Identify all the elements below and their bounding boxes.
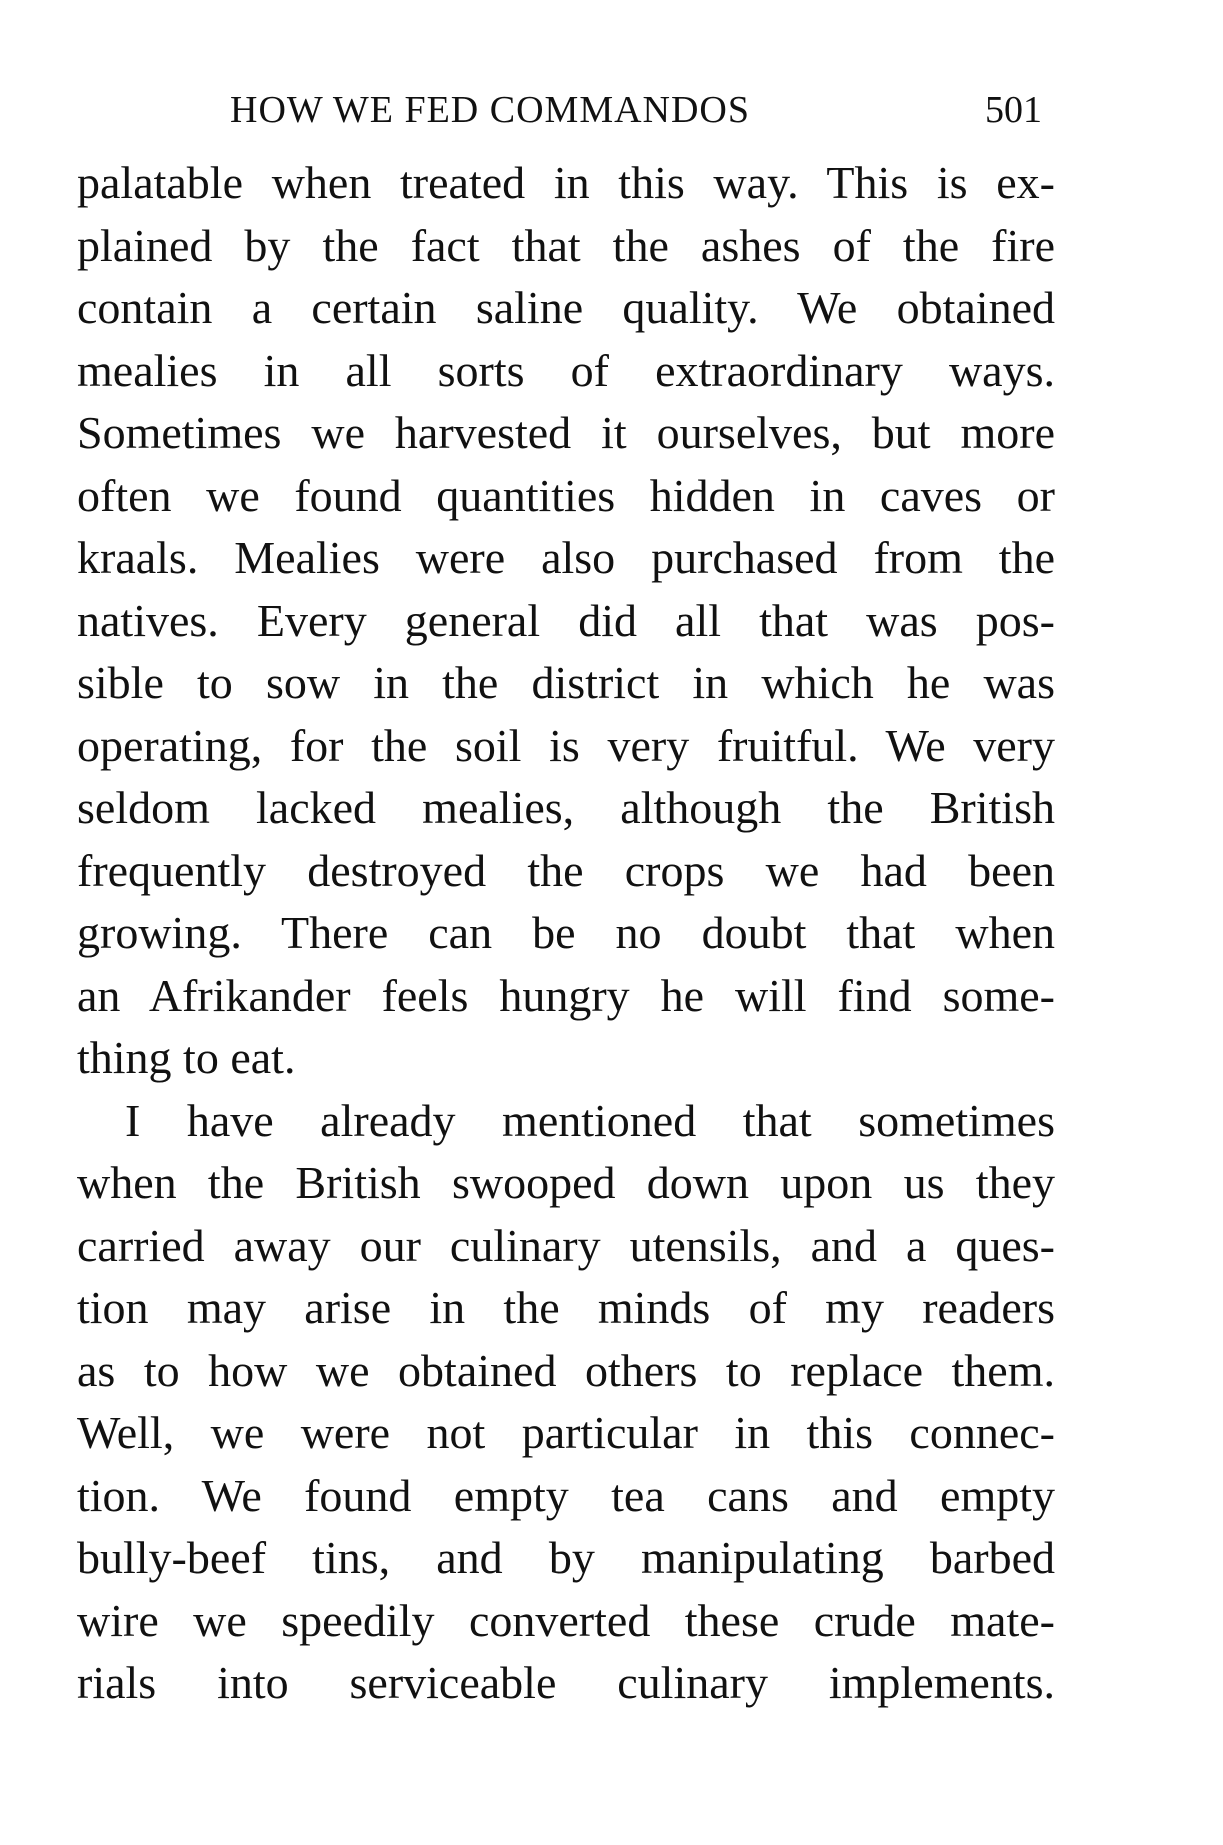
text-line: wire we speedily converted these crude mate- [77, 1594, 1055, 1646]
page-number: 501 [985, 89, 1042, 131]
text-line: rials into serviceable culinary implements. [77, 1657, 1055, 1708]
text-line: natives. Every general did all that was pos- [77, 594, 1055, 646]
text-line: bully-beef tins, and by manipulating barbed [77, 1532, 1055, 1583]
running-title: HOW WE FED COMMANDOS [230, 89, 751, 131]
text-line: carried away our culinary utensils, and a ques- [77, 1219, 1055, 1271]
text-line: palatable when treated in this way. This is ex- [77, 157, 1055, 208]
text-line: Sometimes we harvested it ourselves, but more [77, 407, 1055, 458]
text-line: seldom lacked mealies, although the British [77, 782, 1055, 833]
text-line: frequently destroyed the crops we had been [77, 844, 1055, 896]
text-line: I have already mentioned that sometimes [125, 1094, 1055, 1146]
text-line: often we found quantities hidden in caves or [77, 469, 1055, 521]
text-line: tion may arise in the minds of my readers [77, 1282, 1055, 1333]
text-line: plained by the fact that the ashes of the fire [77, 219, 1055, 271]
text-line: sible to sow in the district in which he was [77, 657, 1055, 708]
text-line: kraals. Mealies were also purchased from the [77, 532, 1055, 583]
text-line: thing to eat. [77, 1032, 296, 1083]
text-line: growing. There can be no doubt that when [77, 907, 1055, 958]
text-line: tion. We found empty tea cans and empty [77, 1469, 1055, 1521]
paragraph-1 [77, 152, 1055, 1090]
text-line: Well, we were not particular in this connec- [77, 1407, 1055, 1458]
body-text [77, 152, 1055, 1715]
text-line: when the British swooped down upon us they [77, 1157, 1055, 1208]
text-line: as to how we obtained others to replace them. [77, 1344, 1055, 1396]
text-line: mealies in all sorts of extraordinary ways. [77, 344, 1055, 396]
text-line: contain a certain saline quality. We obtained [77, 282, 1055, 333]
paragraph-2 [77, 1090, 1055, 1715]
text-line: an Afrikander feels hungry he will find some- [77, 969, 1055, 1021]
text-line: operating, for the soil is very fruitful. We very [77, 719, 1055, 771]
